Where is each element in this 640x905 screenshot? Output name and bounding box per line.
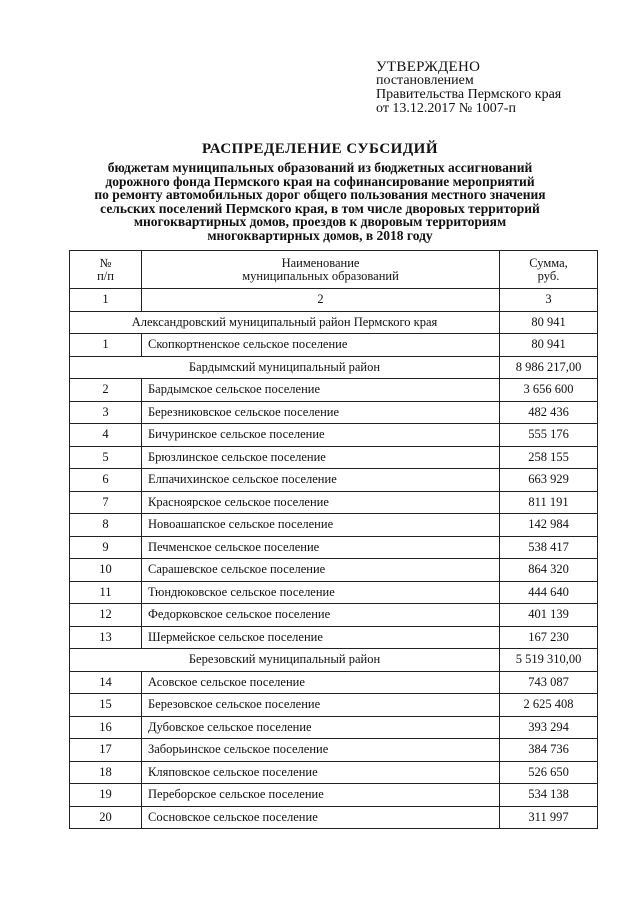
district-sum: 8 986 217,00	[500, 356, 598, 379]
table-row	[70, 559, 598, 582]
table-row	[70, 761, 598, 784]
header-number-l1: №	[99, 255, 112, 270]
header-name-l2: муниципальных образований	[242, 268, 399, 283]
column-numbers-row	[70, 289, 598, 312]
district-name: Березовский муниципальный район	[70, 649, 500, 672]
settlement-name: Асовское сельское поселение	[142, 671, 500, 694]
subsidy-sum: 526 650	[500, 761, 598, 784]
document-subtitle	[60, 161, 580, 242]
row-number: 1	[70, 334, 142, 357]
header-number	[70, 251, 142, 289]
column-number: 2	[142, 289, 500, 312]
row-number: 4	[70, 424, 142, 447]
table-row	[70, 784, 598, 807]
subsidy-sum: 401 139	[500, 604, 598, 627]
row-number: 2	[70, 379, 142, 402]
row-number: 15	[70, 694, 142, 717]
subsidy-sum: 538 417	[500, 536, 598, 559]
settlement-name: Шермейское сельское поселение	[142, 626, 500, 649]
row-number: 17	[70, 739, 142, 762]
approval-stamp	[376, 60, 561, 116]
table-row	[70, 401, 598, 424]
row-number: 11	[70, 581, 142, 604]
row-number: 7	[70, 491, 142, 514]
row-number: 18	[70, 761, 142, 784]
district-name: Александровский муниципальный район Пермского края	[70, 311, 500, 334]
settlement-name: Кляповское сельское поселение	[142, 761, 500, 784]
table-row	[70, 739, 598, 762]
table-row	[70, 379, 598, 402]
table-row	[70, 626, 598, 649]
district-row	[70, 311, 598, 334]
settlement-name: Березовское сельское поселение	[142, 694, 500, 717]
subtitle-line: дорожного фонда Пермского края на софинансирование мероприятий	[105, 173, 535, 189]
subsidy-sum: 864 320	[500, 559, 598, 582]
approval-date: от 13.12.2017 № 1007-п	[376, 101, 516, 116]
subsidy-sum: 167 230	[500, 626, 598, 649]
settlement-name: Заборьинское сельское поселение	[142, 739, 500, 762]
settlement-name: Брюзлинское сельское поселение	[142, 446, 500, 469]
subsidy-sum: 811 191	[500, 491, 598, 514]
document-title: РАСПРЕДЕЛЕНИЕ СУБСИДИЙ	[201, 141, 438, 157]
header-sum	[500, 251, 598, 289]
subtitle-line: по ремонту автомобильных дорог общего пользования местного значения	[94, 187, 546, 202]
approval-line: постановлением	[376, 73, 474, 88]
table-row	[70, 334, 598, 357]
table-row	[70, 491, 598, 514]
row-number: 5	[70, 446, 142, 469]
district-name: Бардымский муниципальный район	[70, 356, 500, 379]
row-number: 8	[70, 514, 142, 537]
row-number: 19	[70, 784, 142, 807]
subsidy-sum: 393 294	[500, 716, 598, 739]
district-sum: 5 519 310,00	[500, 649, 598, 672]
subsidy-sum: 444 640	[500, 581, 598, 604]
table-header-row	[70, 251, 598, 289]
table-row	[70, 716, 598, 739]
header-number-l2: п/п	[97, 268, 114, 283]
settlement-name: Тюндюковское сельское поселение	[142, 581, 500, 604]
settlement-name: Бардымское сельское поселение	[142, 379, 500, 402]
header-sum-l1: Сумма,	[529, 255, 568, 270]
settlement-name: Сарашевское сельское поселение	[142, 559, 500, 582]
subsidy-table	[69, 250, 598, 829]
subsidy-sum: 534 138	[500, 784, 598, 807]
row-number: 16	[70, 716, 142, 739]
row-number: 12	[70, 604, 142, 627]
table-row	[70, 536, 598, 559]
table-row	[70, 694, 598, 717]
row-number: 13	[70, 626, 142, 649]
subtitle-line: сельских поселений Пермского края, в том числе дворовых территорий	[100, 200, 540, 216]
subsidy-sum: 80 941	[500, 334, 598, 357]
settlement-name: Скопкортненское сельское поселение	[142, 334, 500, 357]
subsidy-sum: 555 176	[500, 424, 598, 447]
table-row	[70, 424, 598, 447]
table-row	[70, 581, 598, 604]
settlement-name: Красноярское сельское поселение	[142, 491, 500, 514]
row-number: 9	[70, 536, 142, 559]
settlement-name: Сосновское сельское поселение	[142, 806, 500, 829]
row-number: 10	[70, 559, 142, 582]
subtitle-line: многоквартирных домов, в 2018 году	[207, 227, 433, 243]
subsidy-sum: 384 736	[500, 739, 598, 762]
row-number: 6	[70, 469, 142, 492]
table-row	[70, 514, 598, 537]
column-number: 3	[500, 289, 598, 312]
subtitle-line: бюджетам муниципальных образований из бюджетных ассигнований	[107, 160, 533, 175]
settlement-name: Новоашапское сельское поселение	[142, 514, 500, 537]
settlement-name: Печменское сельское поселение	[142, 536, 500, 559]
approval-line: Правительства Пермского края	[376, 87, 562, 102]
subsidy-sum: 3 656 600	[500, 379, 598, 402]
row-number: 20	[70, 806, 142, 829]
subsidy-sum: 663 929	[500, 469, 598, 492]
subsidy-sum: 142 984	[500, 514, 598, 537]
header-name-l1: Наименование	[281, 255, 360, 270]
settlement-name: Дубовское сельское поселение	[142, 716, 500, 739]
district-row	[70, 649, 598, 672]
row-number: 3	[70, 401, 142, 424]
table-row	[70, 806, 598, 829]
row-number: 14	[70, 671, 142, 694]
district-row	[70, 356, 598, 379]
header-name	[142, 251, 500, 289]
subsidy-sum: 2 625 408	[500, 694, 598, 717]
table-row	[70, 469, 598, 492]
approval-heading: УТВЕРЖДЕНО	[376, 59, 481, 75]
subsidy-sum: 482 436	[500, 401, 598, 424]
table-row	[70, 446, 598, 469]
header-sum-l2: руб.	[537, 268, 560, 283]
table-row	[70, 671, 598, 694]
district-sum: 80 941	[500, 311, 598, 334]
subsidy-sum: 311 997	[500, 806, 598, 829]
settlement-name: Федорковское сельское поселение	[142, 604, 500, 627]
table-row	[70, 604, 598, 627]
subsidy-sum: 258 155	[500, 446, 598, 469]
subtitle-line: многоквартирных домов, проездов к дворовым территориям	[133, 214, 507, 229]
settlement-name: Бичуринское сельское поселение	[142, 424, 500, 447]
settlement-name: Березниковское сельское поселение	[142, 401, 500, 424]
subsidy-sum: 743 087	[500, 671, 598, 694]
column-number: 1	[70, 289, 142, 312]
settlement-name: Елпачихинское сельское поселение	[142, 469, 500, 492]
settlement-name: Переборское сельское поселение	[142, 784, 500, 807]
